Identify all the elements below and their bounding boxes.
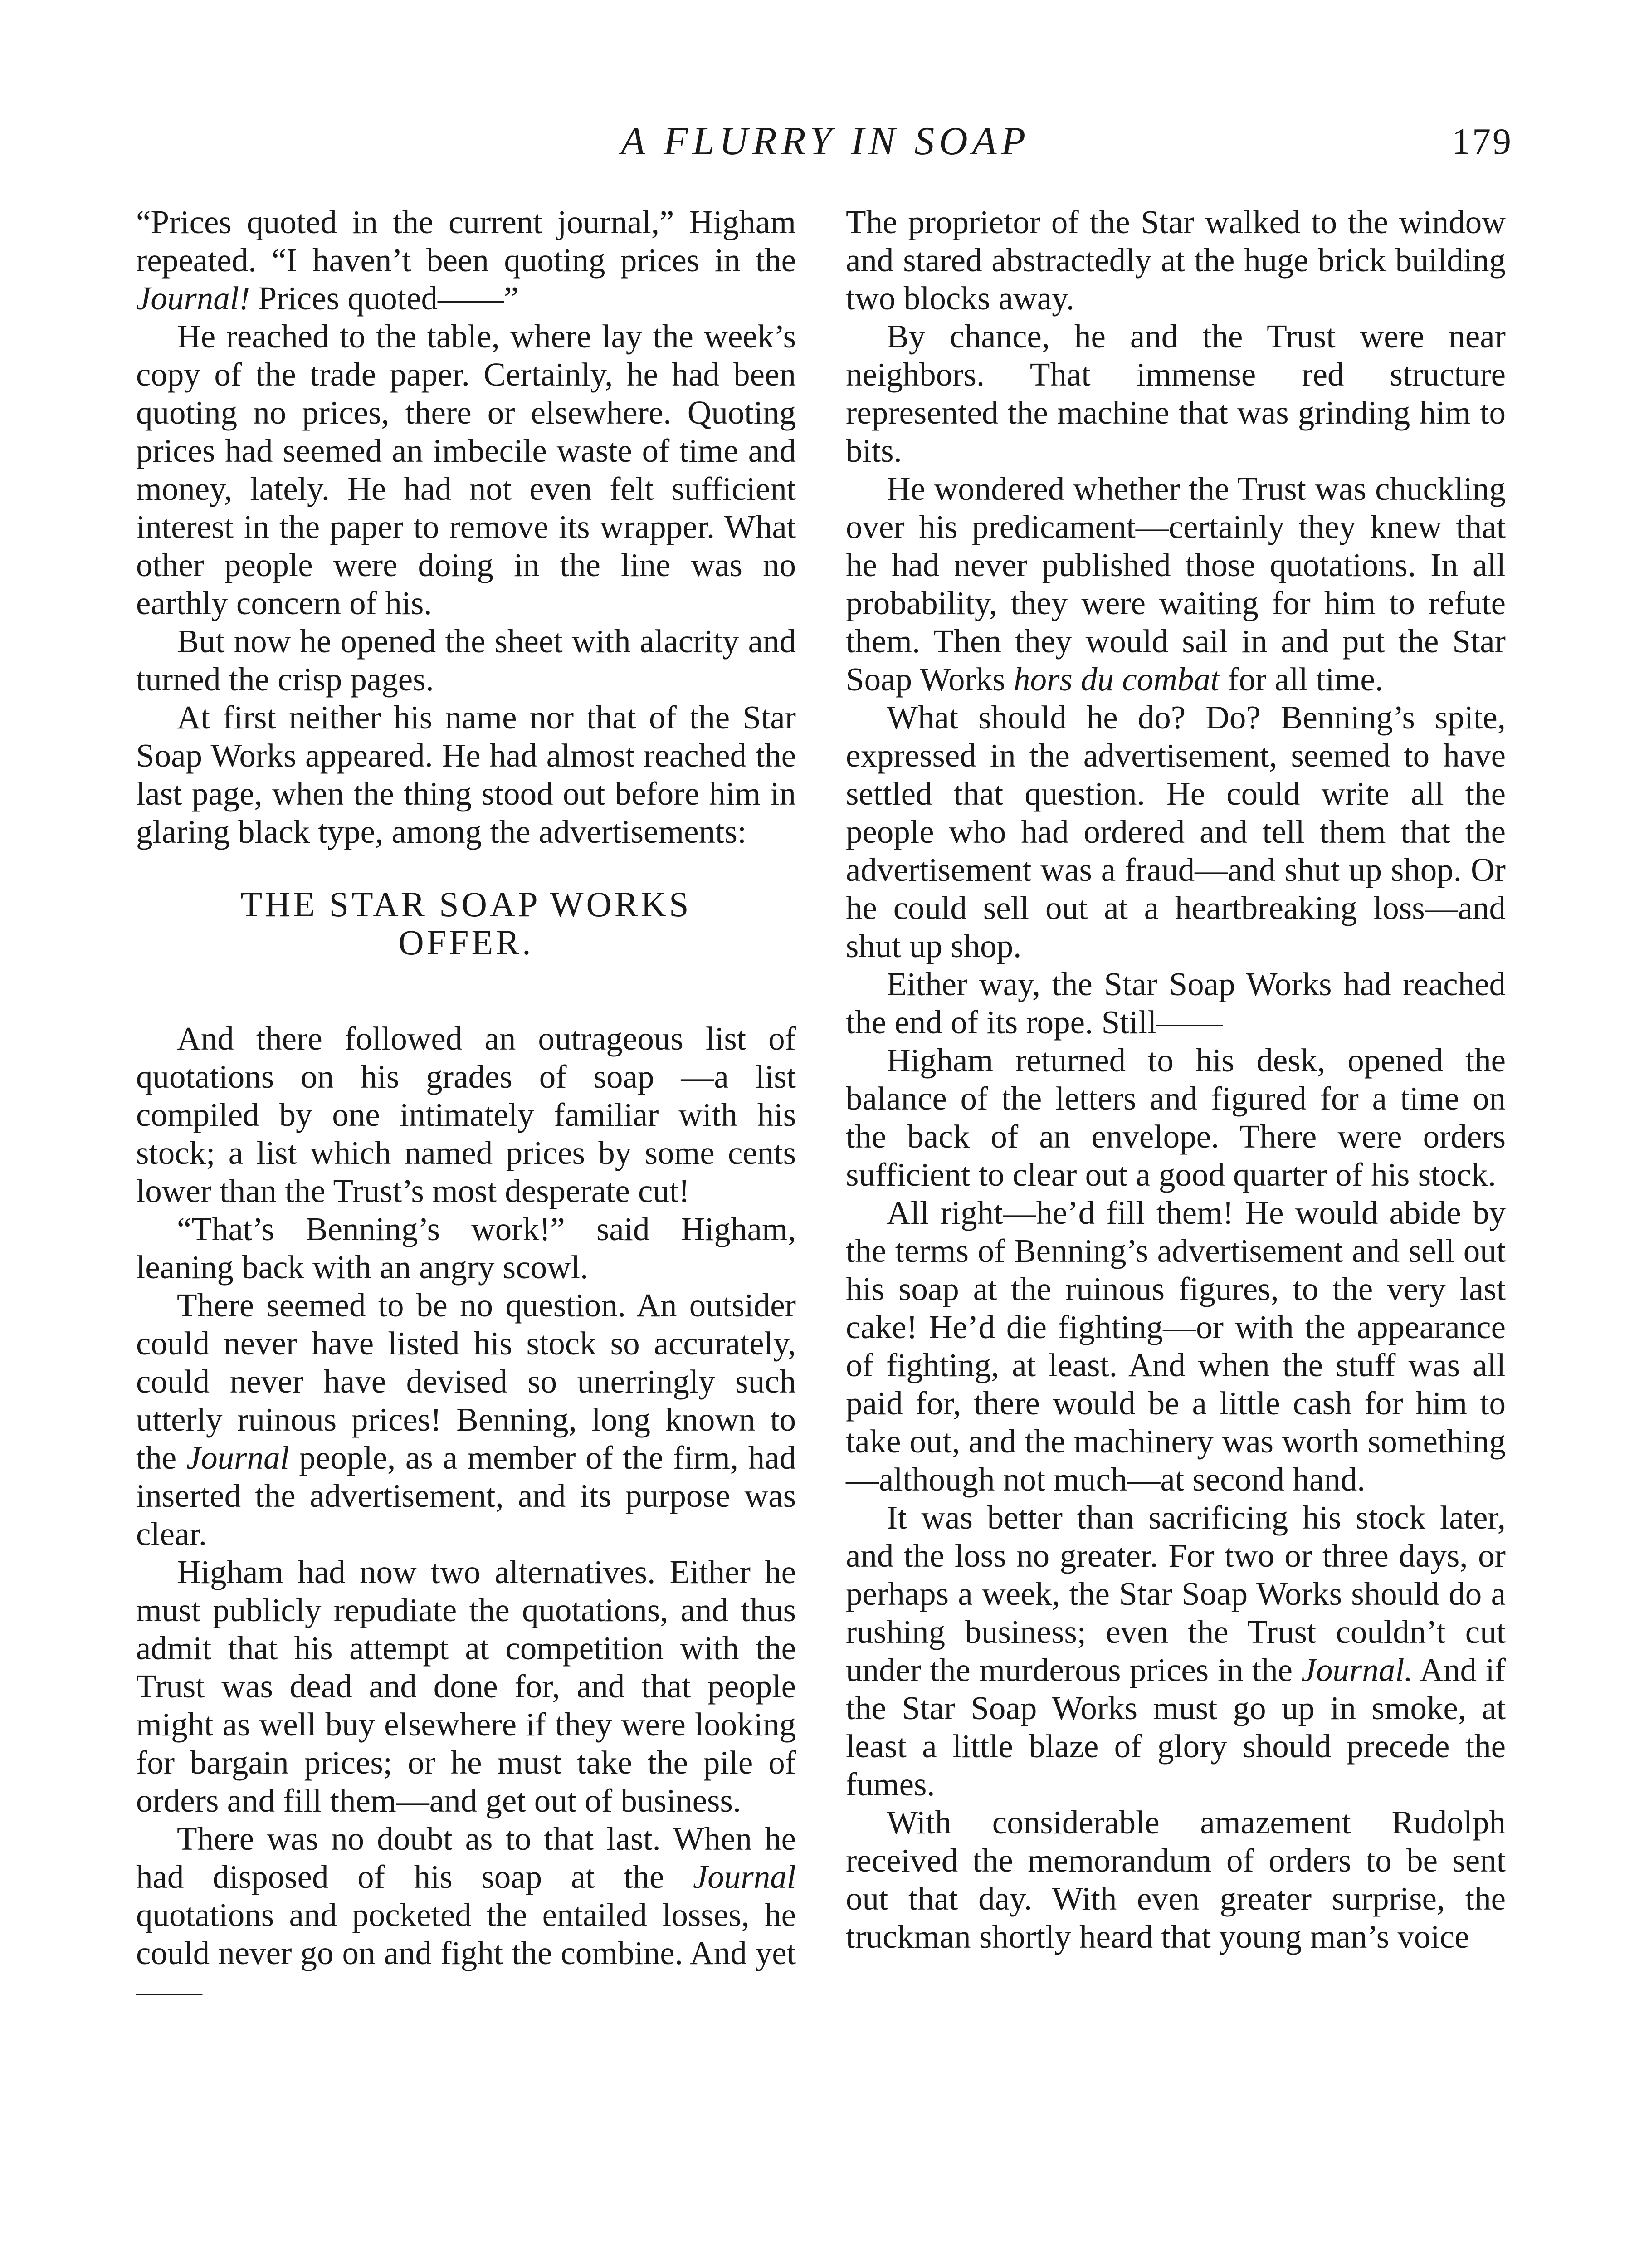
paragraph [136, 1286, 796, 1553]
italic-text: Journal [186, 1439, 289, 1476]
italic-text: hors du combat [1013, 661, 1220, 698]
paragraph: By chance, he and the Trust were near neighbors. That immense red structure represented the machine that was grinding him to bits. [846, 318, 1506, 469]
paragraph: And there followed an outrageous list of quotations on his grades of soap —a list compiled by one intimately familiar with his stock; a list which named prices by some cents lower than the Trust’s most desperate cut! [136, 1020, 796, 1209]
paragraph: With considerable amazement Rudolph received the memorandum of orders to be sent out that day. With even greater surprise, the truckman shortly heard that young man’s voice [846, 1804, 1506, 1955]
italic-text: Journal! [136, 280, 250, 317]
paragraph [846, 470, 1506, 699]
paragraph: All right—he’d fill them! He would abide by the terms of Benning’s advertisement and sell out his soap at the ruinous figures, to the very last cake! He’d die fighting—or with the appearance of fighting, at least. And when the stuff was all paid for, there would be a little cash for him to take out, and the machinery was worth something—although not much—at second hand. [846, 1194, 1506, 1498]
paragraph-text: Prices quoted——” [250, 280, 519, 317]
paragraph [846, 1499, 1506, 1804]
italic-text: Journal [693, 1858, 796, 1895]
paragraph-text: There was no doubt as to that last. When he had disposed of his soap at the [136, 1820, 796, 1895]
paragraph: Higham returned to his desk, opened the balance of the letters and figured for a time on the back of an envelope. There were orders sufficient to clear out a good quarter of his stock. [846, 1042, 1506, 1193]
paragraph [136, 1820, 796, 2010]
paragraph-text: “Prices quoted in the current journal,” Higham repeated. “I haven’t been quoting prices in the [136, 204, 796, 279]
paragraph: He reached to the table, where lay the week’s copy of the trade paper. Certainly, he had been quoting no prices, there or elsewhere. Quoting prices had seemed an imbecile waste of time and money, lately. He had not even felt sufficient interest in the paper to remove its wrapper. What other people were doing in the line was no earthly concern of his. [136, 318, 796, 621]
heading-line: OFFER. [398, 923, 534, 962]
paragraph: “That’s Benning’s work!” said Higham, leaning back with an angry scowl. [136, 1211, 796, 1286]
paragraph: Higham had now two alternatives. Either he must publicly repudiate the quotations, and thus admit that his attempt at competition with the Trust was dead and done for, and that people might as well buy elsewhere if they were looking for bargain prices; or he must take the pile of orders and fill them—and get out of business. [136, 1554, 796, 1819]
paragraph: The proprietor of the Star walked to the window and stared abstractedly at the huge brick building two blocks away. [846, 204, 1506, 317]
right-column [846, 203, 1506, 1956]
advertisement-heading [136, 885, 796, 962]
paragraph: Either way, the Star Soap Works had reached the end of its rope. Still—— [846, 966, 1506, 1041]
italic-text: Journal. [1301, 1652, 1413, 1688]
paragraph-text: There seemed to be no question. An outsider could never have listed his stock so accurately, could never have devised so unerringly such utterly ruinous prices! Benning, long known to the [136, 1287, 796, 1476]
page-number: 179 [1452, 121, 1513, 162]
paragraph-text: for all time. [1220, 661, 1384, 698]
paragraph-text: And if the Star Soap Works must go up in smoke, at least a little blaze of glory should precede the fumes. [846, 1652, 1506, 1803]
paragraph: At first neither his name nor that of the Star Soap Works appeared. He had almost reached the last page, when the thing stood out before him in glaring black type, among the advertisements: [136, 699, 796, 850]
paragraph-text: It was better than sacrificing his stock later, and the loss no greater. For two or three days, or perhaps a week, the Star Soap Works should do a rushing business; even the Trust couldn’t cut under the murderous prices in the [846, 1499, 1506, 1688]
paragraph-text: He wondered whether the Trust was chuckling over his predicament—certainly they knew that he had never published those quotations. In all probability, they were waiting for him to refute them. Then they would sail in and put the Star Soap Works [846, 470, 1506, 698]
paragraph-text: people, as a member of the firm, had inserted the advertisement, and its purpose was clear. [136, 1439, 796, 1552]
paragraph [136, 203, 796, 318]
paragraph-text: quotations and pocketed the entailed losses, he could never go on and fight the combine. And yet—— [136, 1897, 796, 2009]
left-column [136, 203, 796, 2010]
paragraph: What should he do? Do? Benning’s spite, expressed in the advertisement, seemed to have settled that question. He could write all the people who had ordered and tell them that the advertisement was a fraud—and shut up shop. Or he could sell out at a heartbreaking loss—and shut up shop. [846, 699, 1506, 964]
running-title: A FLURRY IN SOAP [620, 119, 1030, 163]
heading-line: THE STAR SOAP WORKS [240, 885, 692, 924]
paragraph: But now he opened the sheet with alacrity and turned the crisp pages. [136, 623, 796, 698]
